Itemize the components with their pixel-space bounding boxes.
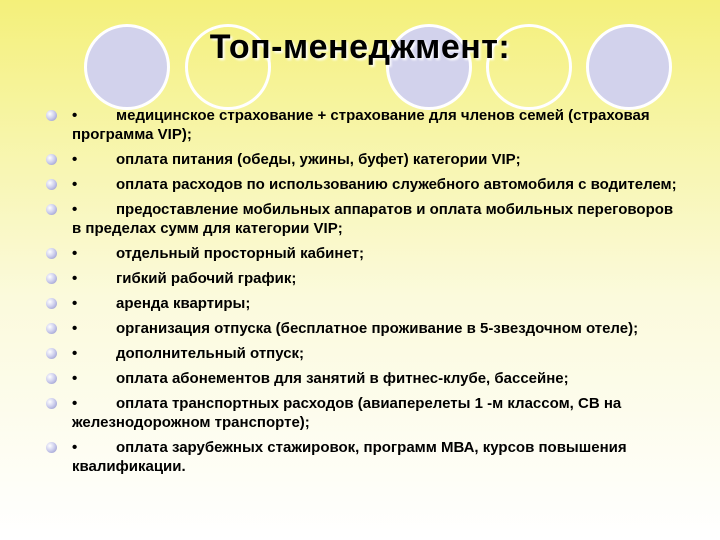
list-item-text: аренда квартиры;: [116, 295, 251, 312]
list-item: [46, 394, 686, 432]
bullet-icon: [46, 204, 57, 215]
list-item-text: оплата расходов по использованию служебного автомобиля с водителем;: [116, 176, 677, 193]
bullet-char: •: [72, 270, 78, 287]
bullet-icon: [46, 398, 57, 409]
bullet-char: •: [72, 345, 78, 362]
bullet-icon: [46, 298, 57, 309]
list-item: [46, 319, 686, 338]
list-item-text: оплата зарубежных стажировок, программ МВА, курсов повышения квалификации.: [72, 439, 627, 475]
bullet-char: •: [72, 151, 78, 168]
bullet-icon: [46, 373, 57, 384]
benefits-list: [46, 106, 686, 482]
list-item: [46, 244, 686, 263]
bullet-char: •: [72, 201, 78, 218]
bullet-char: •: [72, 320, 78, 337]
list-item: [46, 175, 686, 194]
list-item: [46, 294, 686, 313]
bullet-char: •: [72, 439, 78, 456]
bullet-icon: [46, 348, 57, 359]
list-item-text: гибкий рабочий график;: [116, 270, 297, 287]
bullet-char: •: [72, 370, 78, 387]
bullet-char: •: [72, 107, 78, 124]
bullet-char: •: [72, 295, 78, 312]
list-item-text: оплата питания (обеды, ужины, буфет) категории VIP;: [116, 151, 521, 168]
list-item-text: оплата абонементов для занятий в фитнес-клубе, бассейне;: [116, 370, 569, 387]
bullet-char: •: [72, 245, 78, 262]
list-item: [46, 369, 686, 388]
list-item-text: оплата транспортных расходов (авиаперелеты 1 -м классом, СВ на железнодорожном транспорте);: [72, 395, 622, 431]
list-item: [46, 344, 686, 363]
list-item-text: организация отпуска (бесплатное проживание в 5-звездочном отеле);: [116, 320, 639, 337]
bullet-icon: [46, 248, 57, 259]
bullet-icon: [46, 442, 57, 453]
list-item: [46, 150, 686, 169]
list-item: [46, 269, 686, 288]
bullet-icon: [46, 273, 57, 284]
bullet-icon: [46, 323, 57, 334]
list-item: [46, 200, 686, 238]
bullet-icon: [46, 110, 57, 121]
list-item-text: отдельный просторный кабинет;: [116, 245, 364, 262]
bullet-icon: [46, 154, 57, 165]
list-item: [46, 106, 686, 144]
bullet-char: •: [72, 176, 78, 193]
list-item-text: медицинское страхование + страхование для членов семей (страховая программа VIP);: [72, 107, 650, 143]
list-item-text: дополнительный отпуск;: [116, 345, 305, 362]
slide-title: Топ-менеджмент:: [209, 28, 511, 66]
bullet-icon: [46, 179, 57, 190]
bullet-char: •: [72, 395, 78, 412]
list-item: [46, 438, 686, 476]
list-item-text: предоставление мобильных аппаратов и оплата мобильных переговоров в пределах сумм для категории VIP;: [72, 201, 674, 237]
